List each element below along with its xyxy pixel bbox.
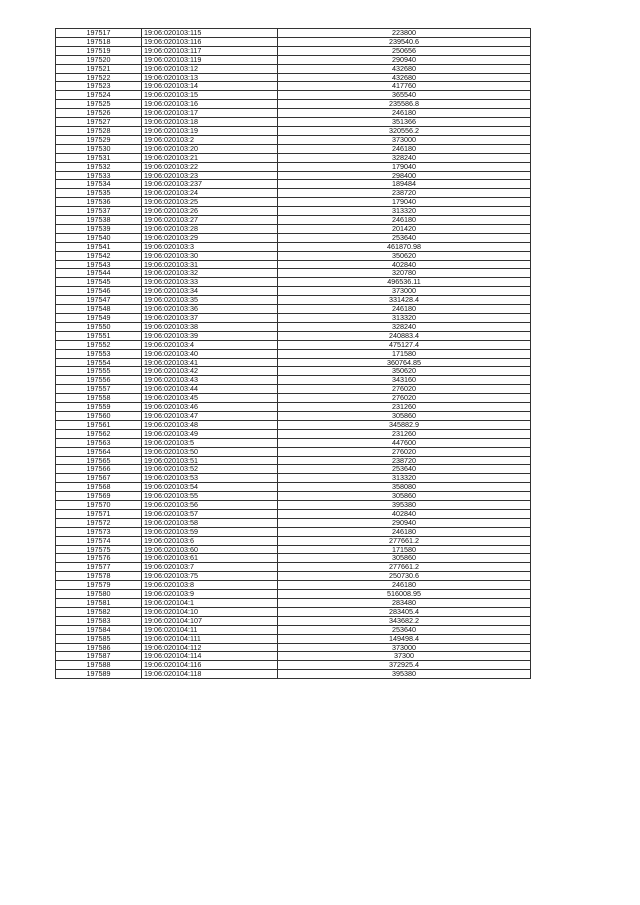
row-id-cell: 197563	[56, 438, 142, 447]
value-cell: 305860	[278, 554, 531, 563]
row-id-cell: 197551	[56, 331, 142, 340]
cadastral-number-cell: 19:06:020103:8	[142, 581, 278, 590]
row-id-cell: 197535	[56, 189, 142, 198]
value-cell: 250656	[278, 46, 531, 55]
cadastral-number-cell: 19:06:020103:28	[142, 224, 278, 233]
cadastral-number-cell: 19:06:020103:30	[142, 251, 278, 260]
table-row	[56, 429, 531, 438]
table-row	[56, 581, 531, 590]
table-row	[56, 456, 531, 465]
cadastral-number-cell: 19:06:020103:34	[142, 287, 278, 296]
cadastral-number-cell: 19:06:020103:31	[142, 260, 278, 269]
table-row	[56, 251, 531, 260]
row-id-cell: 197527	[56, 118, 142, 127]
value-cell: 189484	[278, 180, 531, 189]
value-cell: 239540.6	[278, 37, 531, 46]
row-id-cell: 197550	[56, 322, 142, 331]
row-id-cell: 197552	[56, 340, 142, 349]
table-row	[56, 607, 531, 616]
cadastral-number-cell: 19:06:020103:57	[142, 509, 278, 518]
cadastral-number-cell: 19:06:020103:22	[142, 162, 278, 171]
cadastral-number-cell: 19:06:020103:51	[142, 456, 278, 465]
table-row	[56, 37, 531, 46]
table-row	[56, 492, 531, 501]
row-id-cell: 197539	[56, 224, 142, 233]
value-cell: 238720	[278, 456, 531, 465]
value-cell: 343682.2	[278, 616, 531, 625]
row-id-cell: 197545	[56, 278, 142, 287]
row-id-cell: 197517	[56, 29, 142, 38]
cadastral-number-cell: 19:06:020103:39	[142, 331, 278, 340]
table-row	[56, 572, 531, 581]
value-cell: 283480	[278, 599, 531, 608]
table-row	[56, 643, 531, 652]
value-cell: 277661.2	[278, 563, 531, 572]
value-cell: 395380	[278, 670, 531, 679]
value-cell: 313320	[278, 474, 531, 483]
value-cell: 402840	[278, 509, 531, 518]
value-cell: 253640	[278, 465, 531, 474]
row-id-cell: 197585	[56, 634, 142, 643]
row-id-cell: 197576	[56, 554, 142, 563]
row-id-cell: 197538	[56, 216, 142, 225]
cadastral-number-cell: 19:06:020103:18	[142, 118, 278, 127]
value-cell: 365540	[278, 91, 531, 100]
table-row	[56, 153, 531, 162]
cadastral-number-cell: 19:06:020103:48	[142, 420, 278, 429]
value-cell: 343160	[278, 376, 531, 385]
value-cell: 171580	[278, 545, 531, 554]
row-id-cell: 197518	[56, 37, 142, 46]
table-row	[56, 509, 531, 518]
value-cell: 276020	[278, 447, 531, 456]
table-row	[56, 349, 531, 358]
cadastral-number-cell: 19:06:020103:116	[142, 37, 278, 46]
table-row	[56, 322, 531, 331]
row-id-cell: 197522	[56, 73, 142, 82]
cadastral-number-cell: 19:06:020103:49	[142, 429, 278, 438]
cadastral-number-cell: 19:06:020103:9	[142, 590, 278, 599]
table-row	[56, 536, 531, 545]
value-cell: 496536.11	[278, 278, 531, 287]
value-cell: 37300	[278, 652, 531, 661]
table-row	[56, 189, 531, 198]
cadastral-number-cell: 19:06:020103:61	[142, 554, 278, 563]
table-row	[56, 420, 531, 429]
cadastral-number-cell: 19:06:020103:20	[142, 144, 278, 153]
table-row	[56, 438, 531, 447]
value-cell: 372925.4	[278, 661, 531, 670]
cadastral-number-cell: 19:06:020103:21	[142, 153, 278, 162]
table-row	[56, 100, 531, 109]
table-row	[56, 411, 531, 420]
row-id-cell: 197520	[56, 55, 142, 64]
row-id-cell: 197580	[56, 590, 142, 599]
cadastral-number-cell: 19:06:020103:14	[142, 82, 278, 91]
row-id-cell: 197547	[56, 296, 142, 305]
value-cell: 235586.8	[278, 100, 531, 109]
row-id-cell: 197530	[56, 144, 142, 153]
row-id-cell: 197572	[56, 518, 142, 527]
cadastral-number-cell: 19:06:020103:119	[142, 55, 278, 64]
row-id-cell: 197526	[56, 109, 142, 118]
cadastral-number-cell: 19:06:020103:26	[142, 207, 278, 216]
table-row	[56, 563, 531, 572]
row-id-cell: 197544	[56, 269, 142, 278]
table-row	[56, 376, 531, 385]
value-cell: 305860	[278, 492, 531, 501]
cadastral-number-cell: 19:06:020103:55	[142, 492, 278, 501]
cadastral-number-cell: 19:06:020104:116	[142, 661, 278, 670]
value-cell: 350620	[278, 367, 531, 376]
row-id-cell: 197542	[56, 251, 142, 260]
table-row	[56, 55, 531, 64]
value-cell: 290940	[278, 518, 531, 527]
cadastral-number-cell: 19:06:020103:43	[142, 376, 278, 385]
data-table	[55, 28, 531, 679]
table-row	[56, 634, 531, 643]
table-row	[56, 260, 531, 269]
cadastral-number-cell: 19:06:020103:4	[142, 340, 278, 349]
cadastral-number-cell: 19:06:020103:24	[142, 189, 278, 198]
row-id-cell: 197569	[56, 492, 142, 501]
row-id-cell: 197531	[56, 153, 142, 162]
table-row	[56, 554, 531, 563]
row-id-cell: 197565	[56, 456, 142, 465]
table-row	[56, 385, 531, 394]
cadastral-number-cell: 19:06:020103:75	[142, 572, 278, 581]
cadastral-number-cell: 19:06:020103:17	[142, 109, 278, 118]
row-id-cell: 197523	[56, 82, 142, 91]
cadastral-number-cell: 19:06:020104:111	[142, 634, 278, 643]
value-cell: 276020	[278, 394, 531, 403]
value-cell: 313320	[278, 314, 531, 323]
cadastral-number-cell: 19:06:020103:117	[142, 46, 278, 55]
table-row	[56, 661, 531, 670]
row-id-cell: 197540	[56, 233, 142, 242]
value-cell: 231260	[278, 403, 531, 412]
value-cell: 360764.85	[278, 358, 531, 367]
cadastral-number-cell: 19:06:020104:114	[142, 652, 278, 661]
table-row	[56, 73, 531, 82]
table-row	[56, 465, 531, 474]
value-cell: 246180	[278, 305, 531, 314]
value-cell: 350620	[278, 251, 531, 260]
table-row	[56, 46, 531, 55]
cadastral-number-cell: 19:06:020104:118	[142, 670, 278, 679]
table-row	[56, 518, 531, 527]
row-id-cell: 197543	[56, 260, 142, 269]
cadastral-number-cell: 19:06:020103:54	[142, 483, 278, 492]
value-cell: 373000	[278, 287, 531, 296]
cadastral-number-cell: 19:06:020103:37	[142, 314, 278, 323]
cadastral-number-cell: 19:06:020103:25	[142, 198, 278, 207]
value-cell: 240883.4	[278, 331, 531, 340]
row-id-cell: 197524	[56, 91, 142, 100]
table-row	[56, 358, 531, 367]
row-id-cell: 197525	[56, 100, 142, 109]
cadastral-number-cell: 19:06:020103:115	[142, 29, 278, 38]
cadastral-number-cell: 19:06:020103:56	[142, 501, 278, 510]
table-row	[56, 224, 531, 233]
row-id-cell: 197548	[56, 305, 142, 314]
row-id-cell: 197541	[56, 242, 142, 251]
row-id-cell: 197519	[56, 46, 142, 55]
value-cell: 238720	[278, 189, 531, 198]
value-cell: 358080	[278, 483, 531, 492]
row-id-cell: 197581	[56, 599, 142, 608]
table-row	[56, 278, 531, 287]
value-cell: 298400	[278, 171, 531, 180]
cadastral-number-cell: 19:06:020104:112	[142, 643, 278, 652]
value-cell: 345882.9	[278, 420, 531, 429]
cadastral-number-cell: 19:06:020103:35	[142, 296, 278, 305]
cadastral-number-cell: 19:06:020103:46	[142, 403, 278, 412]
row-id-cell: 197533	[56, 171, 142, 180]
cadastral-number-cell: 19:06:020104:10	[142, 607, 278, 616]
row-id-cell: 197564	[56, 447, 142, 456]
value-cell: 395380	[278, 501, 531, 510]
row-id-cell: 197589	[56, 670, 142, 679]
value-cell: 246180	[278, 527, 531, 536]
value-cell: 179040	[278, 198, 531, 207]
row-id-cell: 197558	[56, 394, 142, 403]
value-cell: 432680	[278, 73, 531, 82]
row-id-cell: 197568	[56, 483, 142, 492]
row-id-cell: 197559	[56, 403, 142, 412]
table-row	[56, 314, 531, 323]
value-cell: 516008.95	[278, 590, 531, 599]
cadastral-number-cell: 19:06:020103:45	[142, 394, 278, 403]
row-id-cell: 197557	[56, 385, 142, 394]
value-cell: 351366	[278, 118, 531, 127]
table-row	[56, 331, 531, 340]
cadastral-number-cell: 19:06:020103:36	[142, 305, 278, 314]
row-id-cell: 197570	[56, 501, 142, 510]
cadastral-number-cell: 19:06:020103:16	[142, 100, 278, 109]
table-row	[56, 118, 531, 127]
value-cell: 373000	[278, 643, 531, 652]
table-row	[56, 162, 531, 171]
row-id-cell: 197560	[56, 411, 142, 420]
value-cell: 246180	[278, 144, 531, 153]
row-id-cell: 197553	[56, 349, 142, 358]
cadastral-number-cell: 19:06:020103:38	[142, 322, 278, 331]
value-cell: 223800	[278, 29, 531, 38]
value-cell: 149498.4	[278, 634, 531, 643]
row-id-cell: 197536	[56, 198, 142, 207]
table-row	[56, 501, 531, 510]
value-cell: 246180	[278, 581, 531, 590]
value-cell: 246180	[278, 216, 531, 225]
cadastral-number-cell: 19:06:020103:237	[142, 180, 278, 189]
row-id-cell: 197577	[56, 563, 142, 572]
table-row	[56, 29, 531, 38]
value-cell: 328240	[278, 153, 531, 162]
row-id-cell: 197571	[56, 509, 142, 518]
cadastral-number-cell: 19:06:020103:23	[142, 171, 278, 180]
value-cell: 373000	[278, 135, 531, 144]
table-row	[56, 64, 531, 73]
cadastral-number-cell: 19:06:020103:47	[142, 411, 278, 420]
value-cell: 277661.2	[278, 536, 531, 545]
table-row	[56, 616, 531, 625]
table-row	[56, 305, 531, 314]
row-id-cell: 197549	[56, 314, 142, 323]
cadastral-number-cell: 19:06:020103:44	[142, 385, 278, 394]
row-id-cell: 197532	[56, 162, 142, 171]
row-id-cell: 197561	[56, 420, 142, 429]
value-cell: 201420	[278, 224, 531, 233]
cadastral-number-cell: 19:06:020103:12	[142, 64, 278, 73]
table-row	[56, 207, 531, 216]
row-id-cell: 197579	[56, 581, 142, 590]
row-id-cell: 197537	[56, 207, 142, 216]
table-row	[56, 216, 531, 225]
value-cell: 246180	[278, 109, 531, 118]
table-row	[56, 269, 531, 278]
table-row	[56, 198, 531, 207]
cadastral-number-cell: 19:06:020103:3	[142, 242, 278, 251]
value-cell: 283405.4	[278, 607, 531, 616]
row-id-cell: 197567	[56, 474, 142, 483]
row-id-cell: 197529	[56, 135, 142, 144]
table-row	[56, 109, 531, 118]
value-cell: 171580	[278, 349, 531, 358]
value-cell: 290940	[278, 55, 531, 64]
cadastral-number-cell: 19:06:020103:40	[142, 349, 278, 358]
row-id-cell: 197556	[56, 376, 142, 385]
table-row	[56, 367, 531, 376]
table-row	[56, 242, 531, 251]
cadastral-number-cell: 19:06:020103:41	[142, 358, 278, 367]
value-cell: 328240	[278, 322, 531, 331]
row-id-cell: 197583	[56, 616, 142, 625]
cadastral-number-cell: 19:06:020103:7	[142, 563, 278, 572]
cadastral-number-cell: 19:06:020103:19	[142, 126, 278, 135]
row-id-cell: 197574	[56, 536, 142, 545]
row-id-cell: 197521	[56, 64, 142, 73]
value-cell: 331428.4	[278, 296, 531, 305]
table-row	[56, 545, 531, 554]
cadastral-number-cell: 19:06:020104:107	[142, 616, 278, 625]
value-cell: 461870.98	[278, 242, 531, 251]
cadastral-number-cell: 19:06:020103:42	[142, 367, 278, 376]
table-row	[56, 91, 531, 100]
row-id-cell: 197586	[56, 643, 142, 652]
row-id-cell: 197528	[56, 126, 142, 135]
value-cell: 447600	[278, 438, 531, 447]
cadastral-number-cell: 19:06:020103:53	[142, 474, 278, 483]
value-cell: 250730.6	[278, 572, 531, 581]
table-row	[56, 135, 531, 144]
row-id-cell: 197534	[56, 180, 142, 189]
row-id-cell: 197554	[56, 358, 142, 367]
table-row	[56, 82, 531, 91]
cadastral-number-cell: 19:06:020103:60	[142, 545, 278, 554]
table-row	[56, 126, 531, 135]
cadastral-number-cell: 19:06:020103:6	[142, 536, 278, 545]
table-row	[56, 527, 531, 536]
value-cell: 253640	[278, 625, 531, 634]
table-body	[56, 29, 531, 679]
table-row	[56, 340, 531, 349]
cadastral-number-cell: 19:06:020103:15	[142, 91, 278, 100]
table-row	[56, 625, 531, 634]
table-row	[56, 590, 531, 599]
table-row	[56, 447, 531, 456]
table-row	[56, 296, 531, 305]
value-cell: 313320	[278, 207, 531, 216]
cadastral-number-cell: 19:06:020103:59	[142, 527, 278, 536]
row-id-cell: 197575	[56, 545, 142, 554]
value-cell: 276020	[278, 385, 531, 394]
row-id-cell: 197546	[56, 287, 142, 296]
cadastral-number-cell: 19:06:020103:32	[142, 269, 278, 278]
cadastral-number-cell: 19:06:020103:5	[142, 438, 278, 447]
value-cell: 320556.2	[278, 126, 531, 135]
row-id-cell: 197566	[56, 465, 142, 474]
value-cell: 432680	[278, 64, 531, 73]
table-row	[56, 652, 531, 661]
table-row	[56, 599, 531, 608]
row-id-cell: 197587	[56, 652, 142, 661]
cadastral-number-cell: 19:06:020103:29	[142, 233, 278, 242]
value-cell: 253640	[278, 233, 531, 242]
value-cell: 402840	[278, 260, 531, 269]
row-id-cell: 197573	[56, 527, 142, 536]
row-id-cell: 197555	[56, 367, 142, 376]
value-cell: 417760	[278, 82, 531, 91]
row-id-cell: 197578	[56, 572, 142, 581]
cadastral-number-cell: 19:06:020103:50	[142, 447, 278, 456]
table-row	[56, 180, 531, 189]
value-cell: 475127.4	[278, 340, 531, 349]
row-id-cell: 197584	[56, 625, 142, 634]
table-row	[56, 474, 531, 483]
cadastral-number-cell: 19:06:020103:33	[142, 278, 278, 287]
table-row	[56, 483, 531, 492]
row-id-cell: 197588	[56, 661, 142, 670]
value-cell: 305860	[278, 411, 531, 420]
value-cell: 231260	[278, 429, 531, 438]
table-row	[56, 233, 531, 242]
cadastral-number-cell: 19:06:020104:1	[142, 599, 278, 608]
cadastral-number-cell: 19:06:020104:11	[142, 625, 278, 634]
row-id-cell: 197562	[56, 429, 142, 438]
cadastral-number-cell: 19:06:020103:52	[142, 465, 278, 474]
table-row	[56, 287, 531, 296]
cadastral-number-cell: 19:06:020103:27	[142, 216, 278, 225]
table-row	[56, 670, 531, 679]
row-id-cell: 197582	[56, 607, 142, 616]
table-row	[56, 171, 531, 180]
table-row	[56, 144, 531, 153]
cadastral-number-cell: 19:06:020103:2	[142, 135, 278, 144]
cadastral-number-cell: 19:06:020103:58	[142, 518, 278, 527]
table-row	[56, 394, 531, 403]
value-cell: 320780	[278, 269, 531, 278]
table-row	[56, 403, 531, 412]
cadastral-number-cell: 19:06:020103:13	[142, 73, 278, 82]
value-cell: 179040	[278, 162, 531, 171]
